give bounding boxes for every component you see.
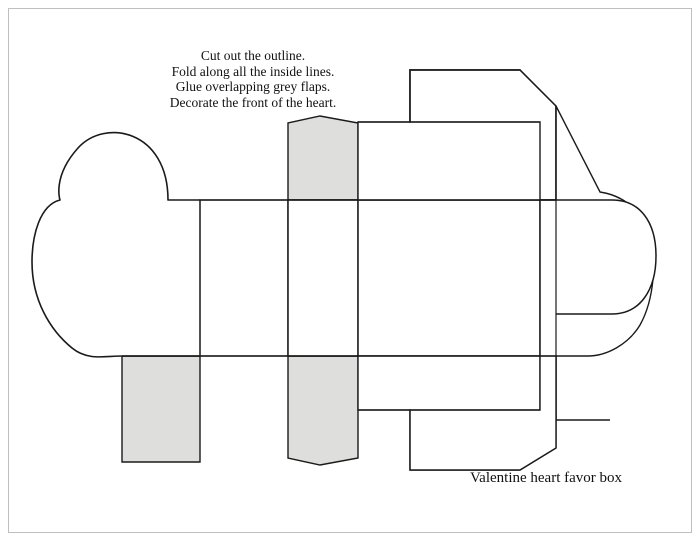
heart-face-outline <box>32 133 200 357</box>
left-side-panel-outline <box>200 200 288 356</box>
top-left-glue-flap <box>288 116 358 200</box>
upper-right-panel-outline <box>358 70 556 200</box>
bottom-left-glue-flap <box>288 356 358 465</box>
right-bulge-outline <box>556 200 656 314</box>
instruction-line-2: Fold along all the inside lines. <box>171 63 335 79</box>
center-panel-outline <box>288 200 358 356</box>
instruction-line-4: Decorate the front of the heart. <box>169 94 337 110</box>
top-middle-glue-flap <box>122 356 200 462</box>
instruction-line-1: Cut out the outline. <box>200 48 306 63</box>
right-panel-outline <box>358 200 540 356</box>
diagram-caption: Valentine heart favor box <box>470 470 623 486</box>
instructions-block <box>128 48 378 110</box>
instruction-line-3: Glue overlapping grey flaps. <box>175 79 331 94</box>
